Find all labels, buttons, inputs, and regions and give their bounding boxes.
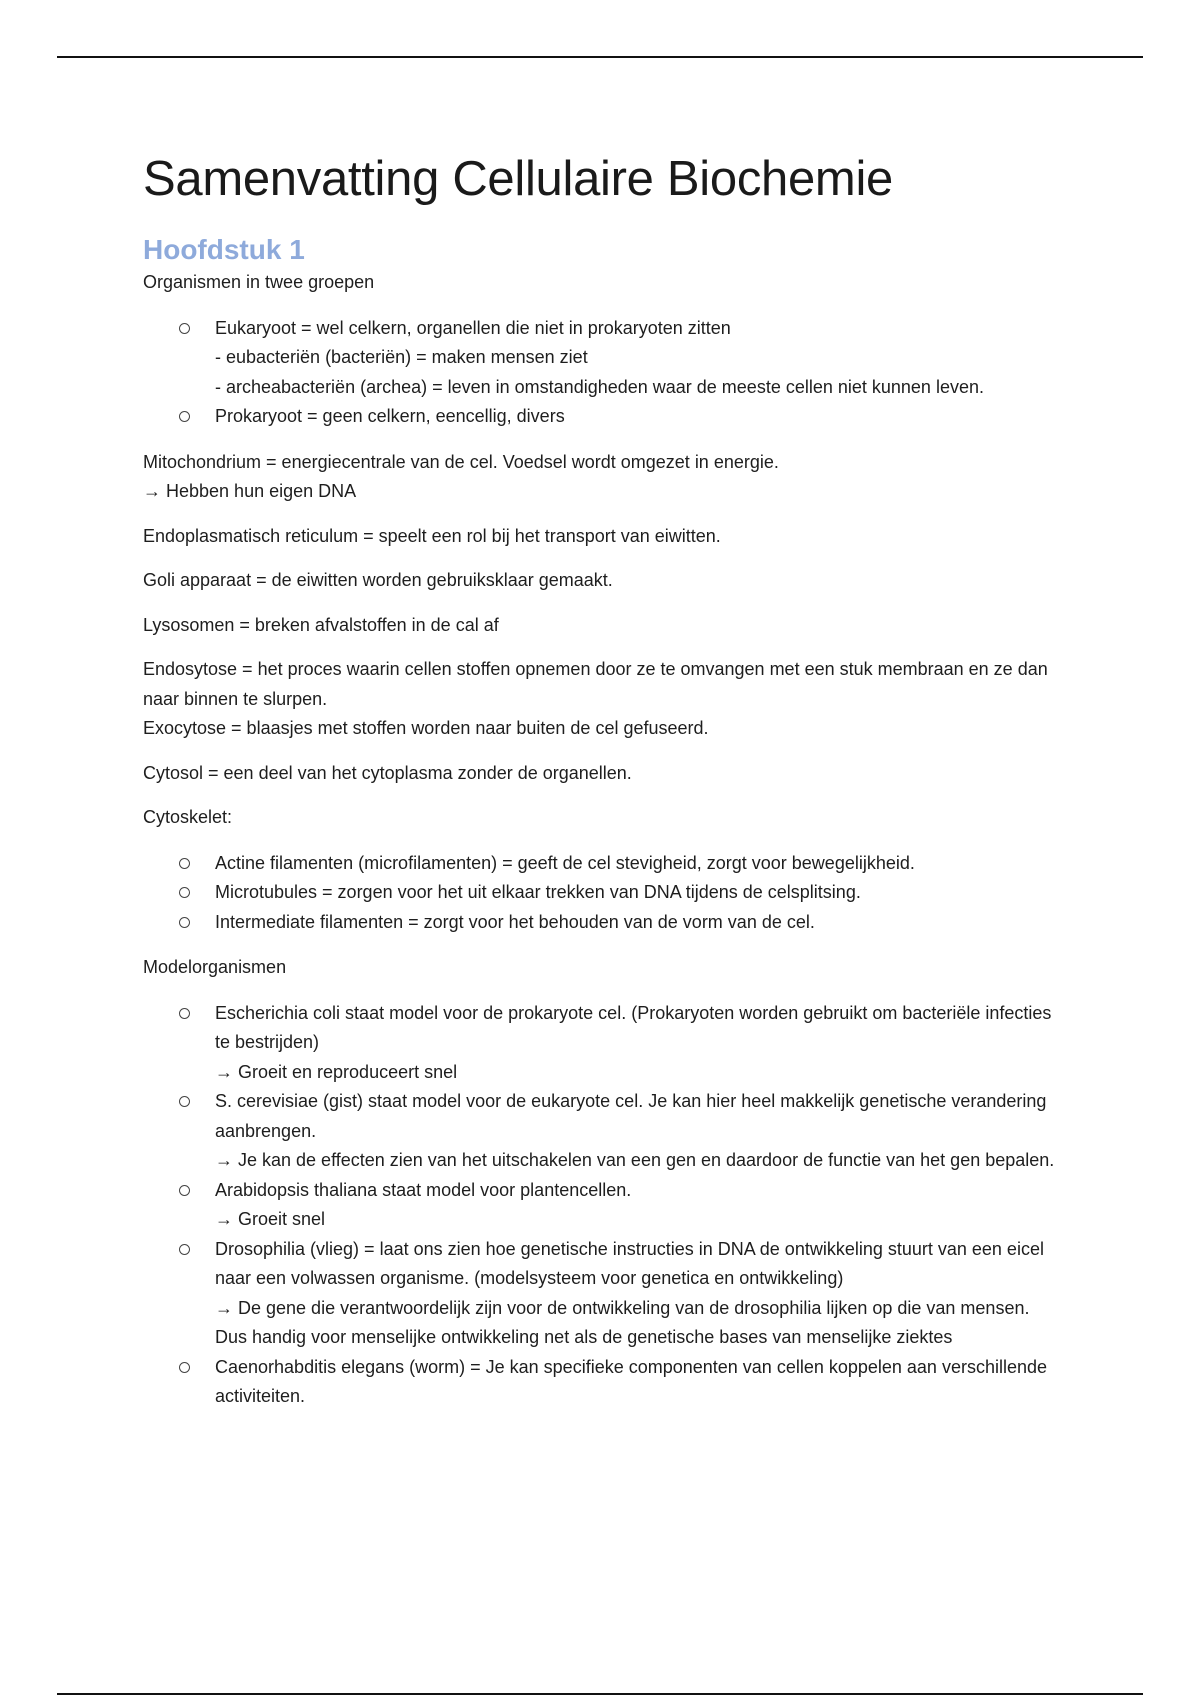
list-item — [143, 1235, 1063, 1353]
endocytose-text: Endosytose = het proces waarin cellen stoffen opnemen door ze te omvangen met een stuk membraan en ze dan naar binnen te slurpen. — [143, 659, 1048, 709]
ecoli-note: → Groeit en reproduceert snel — [215, 1061, 458, 1082]
hollow-circle-bullet-icon — [179, 323, 190, 334]
archea-text: - archeabacteriën (archea) = leven in omstandigheden waar de meeste cellen niet kunnen leven. — [215, 376, 984, 397]
scerevisiae-text: S. cerevisiae (gist) staat model voor de eukaryote cel. Je kan hier heel makkelijk genetische verandering aanbrengen. — [215, 1091, 1047, 1141]
list-item — [143, 908, 1063, 938]
chapter-heading: Hoofdstuk 1 — [143, 234, 305, 265]
header-rule — [57, 56, 1143, 58]
model-organisms-list — [143, 999, 1063, 1412]
hollow-circle-bullet-icon — [179, 411, 190, 422]
list-item — [143, 849, 1063, 879]
drosophila-text: Drosophilia (vlieg) = laat ons zien hoe genetische instructies in DNA de ontwikkeling stuurt van een eicel naar een volwassen organisme. (modelsysteem voor genetica en ontwikkeling) — [215, 1238, 1044, 1288]
list-item — [143, 314, 1063, 403]
list-item — [143, 402, 1063, 432]
scerevisiae-note: → Je kan de effecten zien van het uitschakelen van een gen en daardoor de functie van het gen bepalen. — [215, 1150, 1055, 1170]
model-label: Modelorganismen — [143, 957, 287, 977]
prokaryoot-text: Prokaryoot = geen celkern, eencellig, divers — [215, 406, 565, 426]
cytoskelet-item-text: Microtubules = zorgen voor het uit elkaar trekken van DNA tijdens de celsplitsing. — [215, 882, 861, 902]
intro-text: Organismen in twee groepen — [143, 272, 375, 292]
list-item — [143, 1353, 1063, 1412]
celegans-text: Caenorhabditis elegans (worm) = Je kan specifieke componenten van cellen koppelen aan verschillende activiteiten. — [215, 1356, 1047, 1406]
document-body — [143, 144, 1063, 1412]
ecoli-text: Escherichia coli staat model voor de prokaryote cel. (Prokaryoten worden gebruikt om bacteriële infecties te bestrijden) — [215, 1002, 1052, 1052]
arabidopsis-note: → Groeit snel — [215, 1209, 326, 1229]
hollow-circle-bullet-icon — [179, 1096, 190, 1107]
cytoskelet-label: Cytoskelet: — [143, 807, 233, 827]
cytoskelet-item-text: Actine filamenten (microfilamenten) = geeft de cel stevigheid, zorgt voor bewegelijkheid. — [215, 852, 915, 873]
exocytose-text: Exocytose = blaasjes met stoffen worden naar buiten de cel gefuseerd. — [143, 718, 709, 738]
footer-rule — [57, 1693, 1143, 1695]
cytosol-text: Cytosol = een deel van het cytoplasma zonder de organellen. — [143, 762, 632, 783]
document-title: Samenvatting Cellulaire Biochemie — [143, 152, 893, 206]
hollow-circle-bullet-icon — [179, 1244, 190, 1255]
arabidopsis-text: Arabidopsis thaliana staat model voor plantencellen. — [215, 1179, 632, 1200]
hollow-circle-bullet-icon — [179, 887, 190, 898]
hollow-circle-bullet-icon — [179, 1185, 190, 1196]
mitochondrium-text: Mitochondrium = energiecentrale van de cel. Voedsel wordt omgezet in energie. — [143, 451, 779, 472]
list-item — [143, 1087, 1063, 1176]
golgi-text: Goli apparaat = de eiwitten worden gebruiksklaar gemaakt. — [143, 570, 613, 590]
hollow-circle-bullet-icon — [179, 1008, 190, 1019]
list-item — [143, 999, 1063, 1088]
lysosomen-text: Lysosomen = breken afvalstoffen in de cal af — [143, 614, 499, 635]
cytoskelet-item-text: Intermediate filamenten = zorgt voor het behouden van de vorm van de cel. — [215, 911, 815, 932]
hollow-circle-bullet-icon — [179, 1362, 190, 1373]
eukaryoot-text: Eukaryoot = wel celkern, organellen die niet in prokaryoten zitten — [215, 317, 731, 338]
cytoskelet-list — [143, 849, 1063, 938]
list-item — [143, 878, 1063, 908]
hollow-circle-bullet-icon — [179, 917, 190, 928]
eubacterien-text: - eubacteriën (bacteriën) = maken mensen ziet — [215, 347, 588, 367]
er-text: Endoplasmatisch reticulum = speelt een rol bij het transport van eiwitten. — [143, 525, 721, 546]
mitochondrium-note: → Hebben hun eigen DNA — [143, 481, 357, 501]
organism-groups-list — [143, 314, 1063, 432]
hollow-circle-bullet-icon — [179, 858, 190, 869]
list-item — [143, 1176, 1063, 1235]
drosophila-note: → De gene die verantwoordelijk zijn voor de ontwikkeling van de drosophilia lijken op die van mensen. Dus handig voor menselijke ontwikkeling net als de genetische bases van menselijke ziektes — [215, 1297, 1030, 1347]
